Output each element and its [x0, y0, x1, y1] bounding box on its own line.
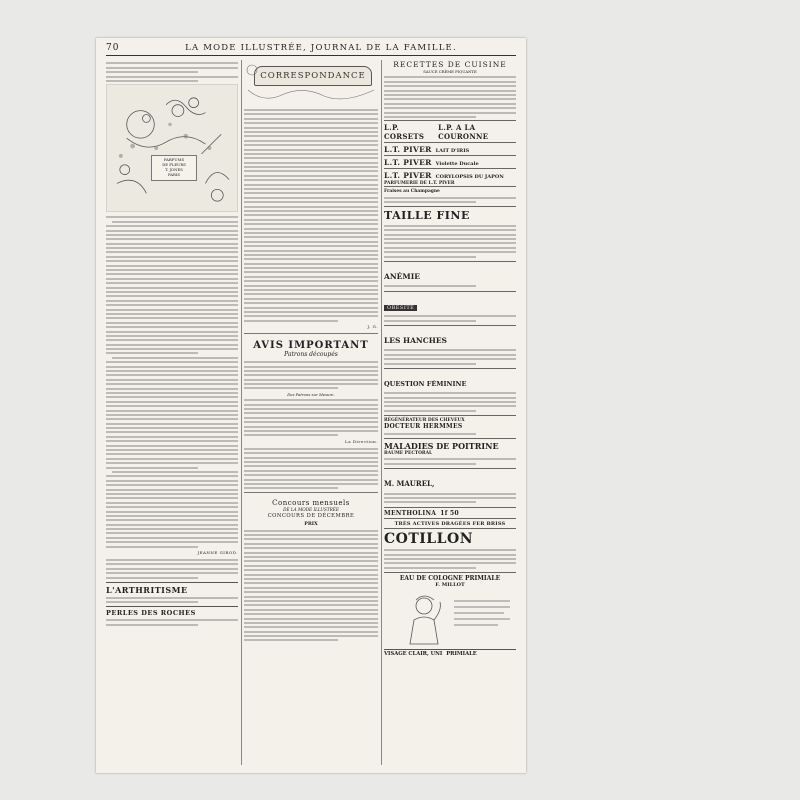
ad-perles-des-roches: PERLES DES ROCHES: [106, 606, 238, 617]
ad-taille-fine-title: TAILLE FINE: [384, 209, 470, 223]
ad-mentholina-price: 1f 50: [440, 509, 459, 517]
plate-line-4: PARIS: [168, 172, 180, 178]
ad-dragees-title: TRÈS ACTIVES DRAGÉES FER BRISS: [394, 520, 506, 527]
ad-piver-2-brand: L.T. PIVER: [384, 158, 432, 168]
ad-piver-1-brand: L.T. PIVER: [384, 145, 432, 155]
recettes-subheading: SAUCE CRÈME PIQUANTE: [423, 69, 477, 74]
recettes-heading: RECETTES DE CUISINE: [393, 60, 507, 69]
ad-anemie: [384, 261, 516, 291]
ad-anemie-text: [384, 285, 516, 287]
correspondance-banner: [244, 60, 378, 106]
page-header: [106, 42, 516, 54]
ad-arthritisme-text: [106, 597, 238, 603]
correspondance-text: [244, 109, 378, 322]
ad-hanches-text: [384, 349, 516, 364]
avis-direction: La Direction.: [345, 438, 378, 444]
avis-text-1: [244, 361, 378, 389]
ad-piver-1: [384, 142, 516, 155]
ad-poitrine-text: [384, 458, 516, 464]
ad-hermmes: [384, 415, 516, 438]
ad-feminine-title: QUESTION FÉMININE: [384, 379, 467, 388]
journal-title: LA MODE ILLUSTRÉE, JOURNAL DE LA FAMILLE.: [185, 43, 457, 53]
section-divider-2: [244, 492, 378, 493]
author-signature: JEANNE GIROD.: [197, 550, 238, 556]
ad-piver-3-brand: L.T. PIVER: [384, 171, 432, 181]
column-3: [384, 60, 516, 765]
ad-hanches: [384, 325, 516, 368]
ad-poitrine-title: MALADIES DE POITRINE: [384, 441, 499, 452]
ad-piver-3: [384, 168, 516, 181]
column-2: [244, 60, 378, 765]
body-text-2: [106, 559, 238, 579]
ad-mentholina: [384, 507, 516, 518]
ad-maurel-text: [384, 493, 516, 504]
ad-cotillon-text: [384, 549, 516, 569]
ad-maurel: [384, 468, 516, 507]
ad-anemie-title: ANÉMIE: [384, 271, 420, 281]
intro-text: [106, 62, 238, 82]
ad-fraises: [384, 186, 516, 206]
cherub-garland-drawing: [107, 85, 237, 211]
ad-hermmes-title: DOCTEUR HERMMES: [384, 423, 463, 431]
ad-taille-fine: [384, 206, 516, 261]
ad-maurel-title: M. MAUREL,: [384, 479, 435, 489]
ad-regenerateur: RÉGÉNÉRATEUR DES CHEVEUX: [384, 418, 465, 424]
recettes-text: [384, 76, 516, 118]
plate-line-2: DE FLEURS: [162, 162, 186, 168]
ad-perles-text: [106, 619, 238, 625]
ad-obesite: [384, 291, 516, 325]
lady-portrait-drawing: [384, 590, 516, 646]
avis-text-3: [244, 448, 378, 490]
column-1: [106, 60, 238, 765]
concours-december: CONCOURS DE DÉCEMBRE: [267, 513, 355, 520]
ad-cotillon-title: COTILLON: [384, 530, 473, 547]
concours-title: Concours mensuels: [272, 499, 350, 508]
ad-lp-left: L.P. CORSETS: [384, 123, 425, 142]
section-divider: [244, 333, 378, 334]
perfume-label-plate: [151, 155, 197, 181]
ad-parfumerie: PARFUMERIE DE L.T. PIVER: [384, 181, 455, 187]
ad-taille-text: [384, 225, 516, 258]
ad-fraises-title: Fraises au Champagne: [384, 189, 440, 195]
perfume-illustration: [106, 84, 238, 212]
correspondance-heading: CORRESPONDANCE: [254, 66, 372, 86]
column-divider-1: [241, 60, 242, 765]
ad-piver-2: [384, 155, 516, 168]
ad-feminine: [384, 368, 516, 415]
ad-fraises-text: [384, 197, 516, 203]
ad-lp-right: L.P. A LA COURONNE: [438, 123, 489, 142]
correspondance-signature: J. G.: [367, 324, 378, 330]
ad-millot: F. MILLOT: [435, 582, 465, 589]
concours-text: [244, 530, 378, 642]
ad-feminine-text: [384, 392, 516, 412]
ad-cotillon: [384, 528, 516, 572]
avis-subheading: Des Patrons sur Mesure.: [287, 391, 335, 397]
ad-hermmes-text: [384, 433, 516, 435]
ad-piver-3-product: CORYLOPSIS DU JAPON: [435, 174, 504, 181]
plate-line-1: PARFUMS: [163, 157, 185, 163]
ad-lp-corsets: [384, 120, 516, 142]
ad-obesite-title: OBÉSITÉ: [384, 305, 417, 311]
journal-page: [96, 38, 526, 773]
column-divider-2: [381, 60, 382, 765]
body-text-1: [106, 216, 238, 547]
ad-mentholina-title: MENTHOLINA: [384, 509, 437, 517]
plate-line-3: T. JONES: [165, 167, 183, 173]
header-rule: [106, 55, 516, 56]
banner-ornament: [244, 60, 378, 106]
prix-heading: PRIX: [304, 521, 318, 528]
page-number: 70: [106, 43, 120, 53]
ad-hanches-title: LES HANCHES: [384, 335, 447, 345]
ad-eau-de-cologne: [384, 572, 516, 649]
avis-subtitle: Patrons découpés: [284, 351, 338, 359]
ad-primiale: PRIMIALE: [446, 651, 477, 658]
concours-subtitle: DE LA MODE ILLUSTRÉE: [283, 507, 339, 513]
avis-title: AVIS IMPORTANT: [253, 340, 369, 352]
ad-obesite-text: [384, 315, 516, 321]
ad-dragees: [384, 518, 516, 528]
ad-eau-title: EAU DE COLOGNE PRIMIALE: [399, 575, 501, 583]
ad-piver-1-product: LAIT D'IRIS: [435, 148, 470, 155]
ad-poitrine: [384, 438, 516, 468]
ad-piver-2-product: Violette Ducale: [435, 161, 479, 168]
ad-visage-title: VISAGE CLAIR, UNI: [384, 651, 443, 658]
ad-baume: BAUME PECTORAL: [384, 451, 433, 457]
ad-arthritisme: L'ARTHRITISME: [106, 582, 238, 595]
avis-text-2: [244, 399, 378, 436]
lady-illustration: [384, 590, 516, 646]
ad-visage: [384, 649, 516, 657]
